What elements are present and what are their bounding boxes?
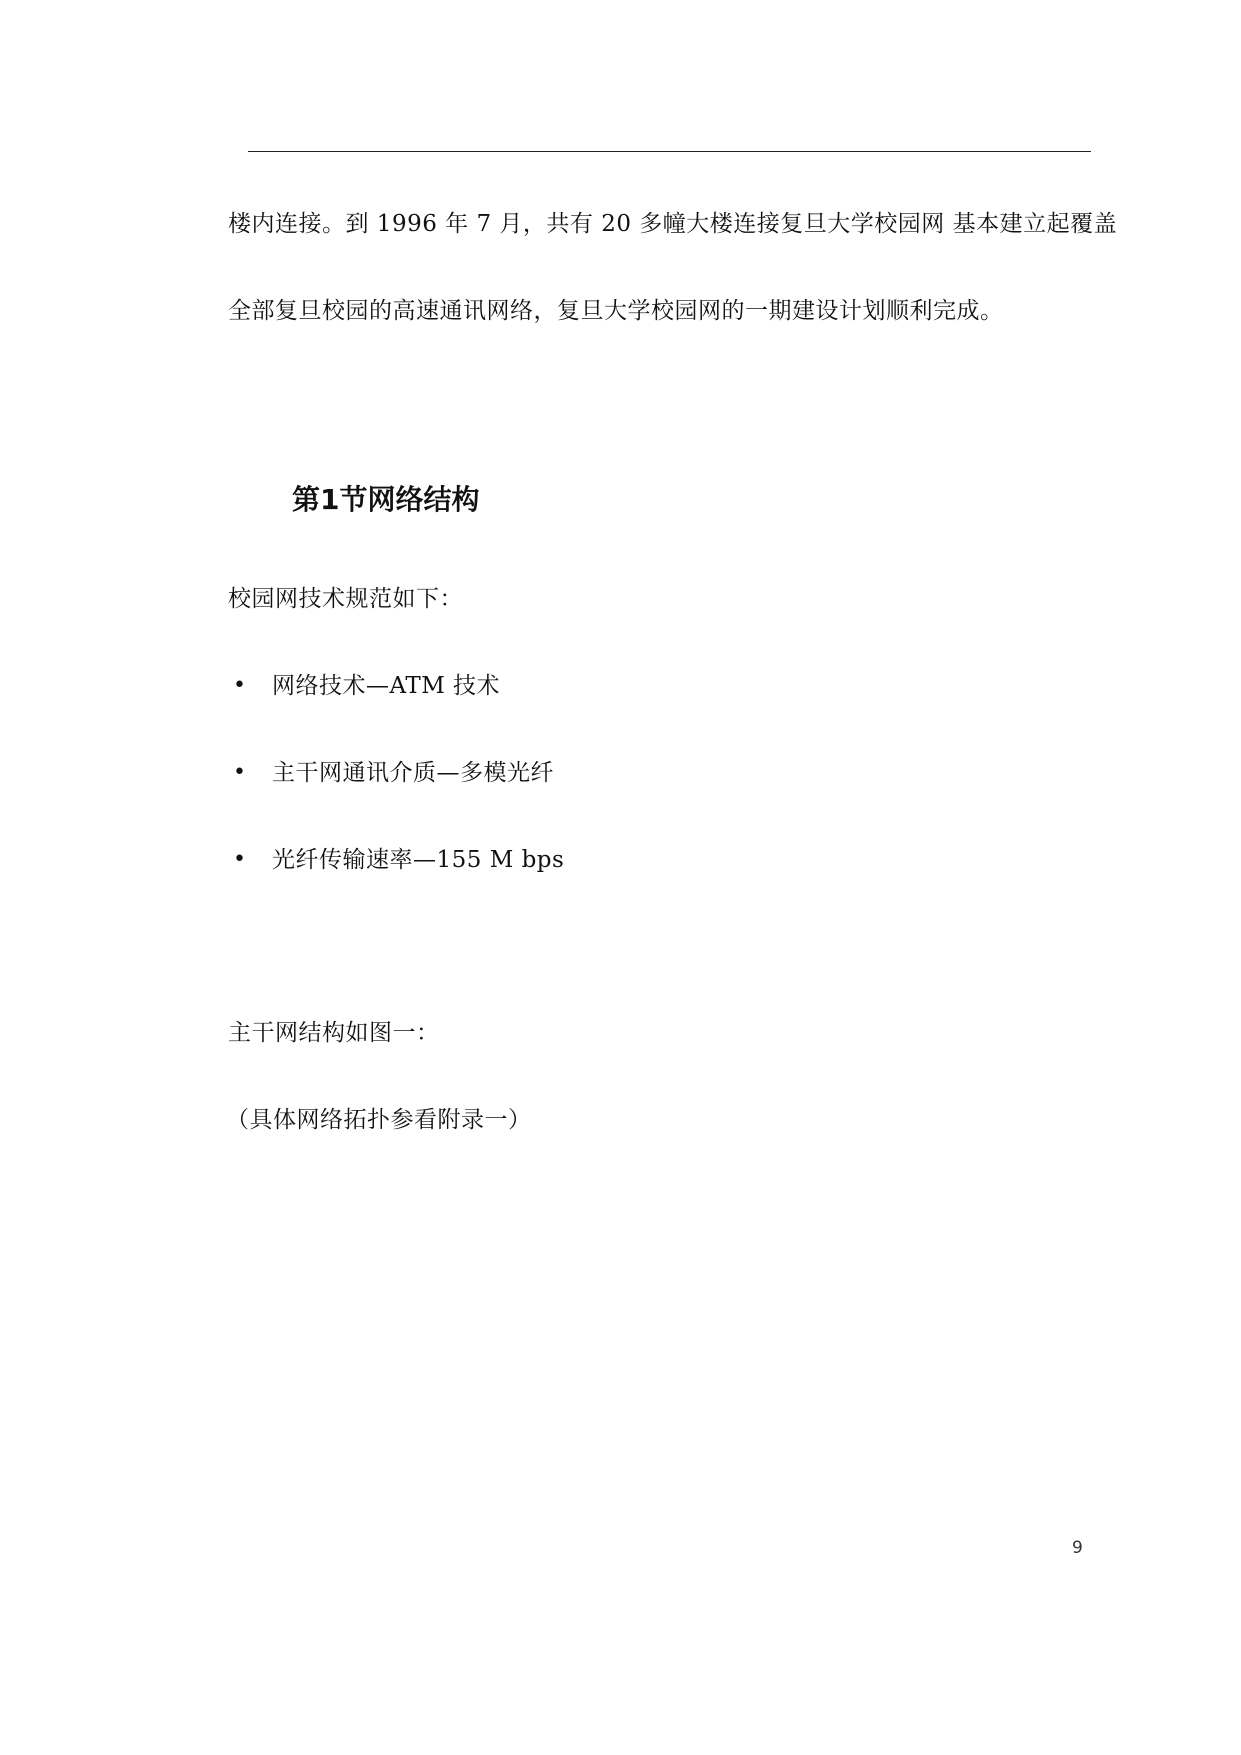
- list-item-text: 网络技术—ATM 技术: [272, 673, 501, 699]
- figure-note: （具体网络拓扑参看附录一）: [226, 1107, 532, 1133]
- page-number: 9: [1072, 1538, 1083, 1558]
- list-item-text: 光纤传输速率—155 M bps: [272, 847, 565, 873]
- header-rule: [248, 151, 1091, 152]
- bullet-icon: •: [233, 760, 246, 785]
- paragraph-line-1: 楼内连接。到 1996 年 7 月，共有 20 多幢大楼连接复旦大学校园网 基本建立起覆盖: [228, 211, 1118, 237]
- section-heading: 第1节网络结构: [292, 483, 480, 516]
- bullet-icon: •: [233, 673, 246, 698]
- list-item-text: 主干网通讯介质—多模光纤: [272, 760, 554, 786]
- paragraph-line-2: 全部复旦校园的高速通讯网络，复旦大学校园网的一期建设计划顺利完成。: [228, 298, 1004, 324]
- bullet-icon: •: [233, 847, 246, 872]
- spec-intro: 校园网技术规范如下：: [228, 586, 463, 612]
- figure-caption: 主干网结构如图一：: [228, 1020, 440, 1046]
